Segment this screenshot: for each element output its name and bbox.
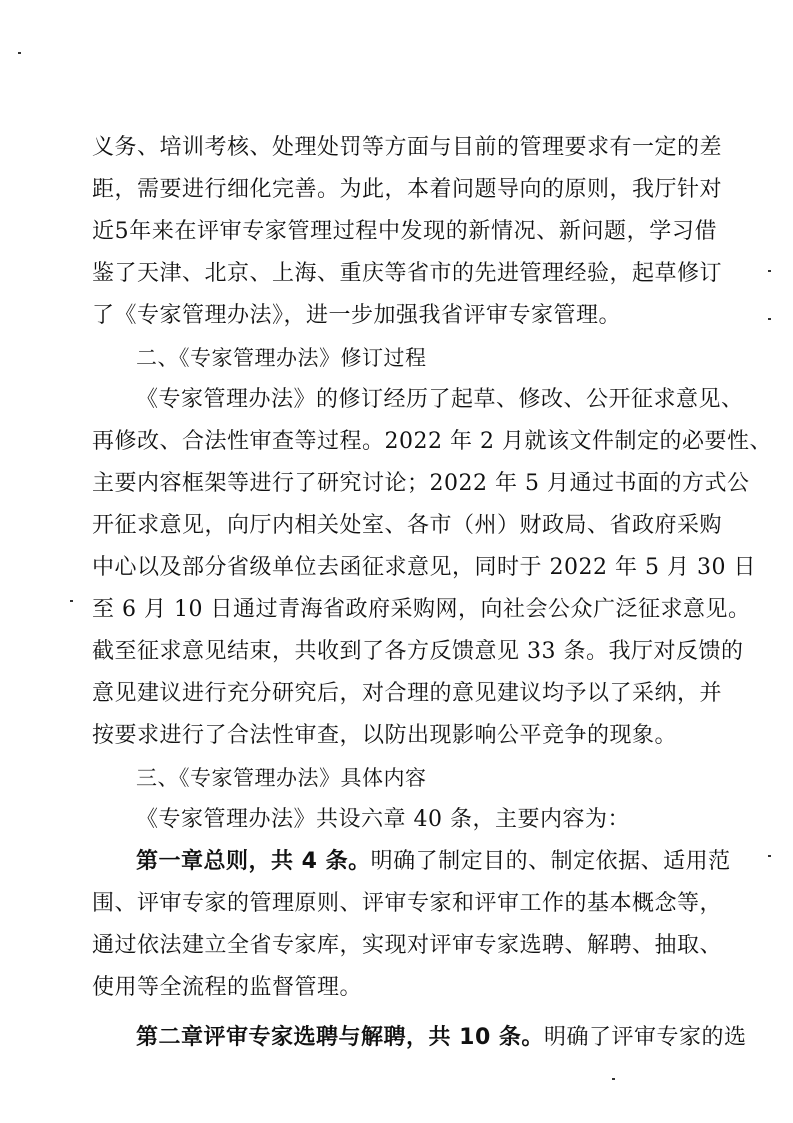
chapter-2-line-1 (136, 1018, 747, 1058)
section-heading-revision-process: 二、《专家管理办法》修订过程 (136, 346, 427, 370)
paragraph-2-line-2: 再修改、合法性审查等过程。2022 年 2 月就该文件制定的必要性、 (92, 429, 772, 454)
section-heading-specific-content: 三、《专家管理办法》具体内容 (136, 766, 427, 790)
chapter-1-line-1 (136, 842, 731, 882)
scan-speck (612, 1078, 615, 1080)
chapter-1-line-4: 使用等全流程的监督管理。 (92, 975, 363, 1000)
chapter-1-text: 明确了制定目的、制定依据、适用范 (370, 849, 731, 874)
paragraph-2-line-8: 意见建议进行充分研究后，对合理的意见建议均予以了采纳，并 (92, 681, 723, 706)
chapter-1-title: 第一章总则，共 4 条。 (136, 849, 371, 874)
paragraph-2-line-5: 中心以及部分省级单位去函征求意见，同时于 2022 年 5 月 30 日 (92, 555, 756, 580)
chapter-2-title: 第二章评审专家选聘与解聘，共 10 条。 (136, 1025, 544, 1050)
scan-speck (768, 855, 771, 857)
paragraph-1-line-5: 了《专家管理办法》，进一步加强我省评审专家管理。 (92, 303, 622, 328)
paragraph-3: 《专家管理办法》共设六章 40 条，主要内容为： (136, 807, 630, 832)
paragraph-2-line-3: 主要内容框架等进行了研究讨论；2022 年 5 月通过书面的方式公 (92, 471, 750, 496)
scan-speck (70, 600, 73, 602)
paragraph-1-line-2: 距，需要进行细化完善。为此，本着问题导向的原则，我厅针对 (92, 177, 723, 202)
paragraph-2-line-7: 截至征求意见结束，共收到了各方反馈意见 33 条。我厅对反馈的 (92, 639, 744, 664)
paragraph-2-line-6: 至 6 月 10 日通过青海省政府采购网，向社会公众广泛征求意见。 (92, 597, 751, 622)
chapter-1-line-3: 通过依法建立全省专家库，实现对评审专家选聘、解聘、抽取、 (92, 933, 723, 958)
paragraph-2-line-1: 《专家管理办法》的修订经历了起草、修改、公开征求意见、 (136, 387, 744, 412)
paragraph-2-line-4: 开征求意见，向厅内相关处室、各市（州）财政局、省政府采购 (92, 513, 723, 538)
scan-speck (768, 270, 771, 272)
paragraph-1-line-3: 近5年来在评审专家管理过程中发现的新情况、新问题，学习借 (92, 219, 717, 244)
paragraph-1-line-4: 鉴了天津、北京、上海、重庆等省市的先进管理经验，起草修订 (92, 261, 723, 286)
scan-speck (768, 318, 771, 320)
chapter-1-line-2: 围、评审专家的管理原则、评审专家和评审工作的基本概念等， (92, 891, 723, 916)
paragraph-1-line-1: 义务、培训考核、处理处罚等方面与目前的管理要求有一定的差 (92, 135, 723, 160)
scan-speck (18, 52, 21, 54)
paragraph-2-line-9: 按要求进行了合法性审查，以防出现影响公平竞争的现象。 (92, 723, 678, 748)
chapter-2-text: 明确了评审专家的选 (543, 1025, 747, 1050)
